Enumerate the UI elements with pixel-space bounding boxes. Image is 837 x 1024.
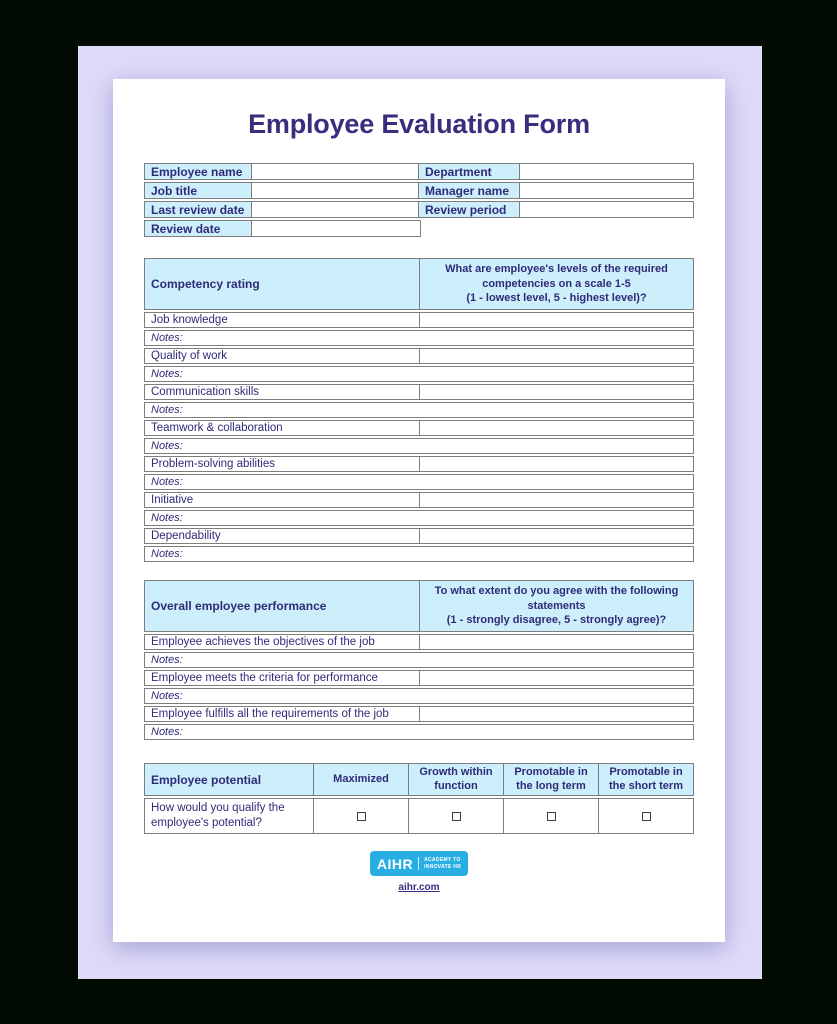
manager-name-field[interactable]	[519, 183, 693, 198]
page-title: Employee Evaluation Form	[248, 109, 590, 139]
competency-question-header: What are employee's levels of the required competencies on a scale 1-5 (1 - lowest level, 5 - highest level)?	[419, 259, 693, 309]
job-title-field[interactable]	[251, 183, 418, 198]
quality-of-work-rating-cell[interactable]	[419, 349, 693, 363]
checkbox-maximized-icon[interactable]	[357, 812, 366, 821]
checkbox-cell-promotable-long-term[interactable]	[503, 799, 598, 833]
info-row	[144, 163, 694, 180]
competency-row	[144, 312, 694, 328]
notes-label: Notes:	[151, 512, 183, 524]
employee-potential-table	[144, 763, 694, 834]
notes-label: Notes:	[151, 404, 183, 416]
achieves-objectives-rating-cell[interactable]	[419, 635, 693, 649]
performance-row	[144, 634, 694, 650]
potential-question: How would you qualify the employee's potential?	[151, 802, 285, 829]
logo-divider	[418, 857, 419, 870]
performance-table-title: Overall employee performance	[145, 581, 419, 631]
initiative-rating-cell[interactable]	[419, 493, 693, 507]
review-period-field[interactable]	[519, 202, 693, 217]
department-label: Department	[418, 164, 519, 179]
lavender-frame	[78, 46, 762, 979]
notes-row[interactable]	[144, 366, 694, 382]
competency-label: Communication skills	[151, 386, 260, 398]
department-field[interactable]	[519, 164, 693, 179]
competency-row	[144, 420, 694, 436]
checkbox-cell-maximized[interactable]	[313, 799, 408, 833]
competency-row	[144, 348, 694, 364]
review-period-label: Review period	[418, 202, 519, 217]
performance-header-row	[144, 580, 694, 632]
competency-rating-table	[144, 258, 694, 562]
notes-row[interactable]	[144, 510, 694, 526]
performance-statement: Employee achieves the objectives of the job	[151, 636, 375, 648]
last-review-date-label: Last review date	[145, 202, 251, 217]
checkbox-promotable-long-term-icon[interactable]	[547, 812, 556, 821]
dependability-rating-cell[interactable]	[419, 529, 693, 543]
competency-row	[144, 456, 694, 472]
notes-row[interactable]	[144, 688, 694, 704]
meets-criteria-rating-cell[interactable]	[419, 671, 693, 685]
employee-name-label: Employee name	[145, 164, 251, 179]
performance-row	[144, 670, 694, 686]
competency-label: Initiative	[151, 494, 194, 506]
aihr-logo-tagline: ACADEMY TO INNOVATE HR	[424, 857, 462, 870]
teamwork-collaboration-rating-cell[interactable]	[419, 421, 693, 435]
notes-row[interactable]	[144, 652, 694, 668]
competency-label: Dependability	[151, 530, 221, 542]
column-promotable-short-term: Promotable in the short term	[598, 764, 693, 795]
aihr-website-link[interactable]: aihr.com	[398, 882, 440, 893]
fulfills-requirements-rating-cell[interactable]	[419, 707, 693, 721]
competency-row	[144, 384, 694, 400]
employee-name-field[interactable]	[251, 164, 418, 179]
performance-statement: Employee meets the criteria for performance	[151, 672, 378, 684]
notes-label: Notes:	[151, 476, 183, 488]
notes-label: Notes:	[151, 368, 183, 380]
checkbox-promotable-short-term-icon[interactable]	[642, 812, 651, 821]
notes-row[interactable]	[144, 546, 694, 562]
notes-label: Notes:	[151, 690, 183, 702]
competency-label: Problem-solving abilities	[151, 458, 275, 470]
aihr-logo-text: AIHR	[376, 855, 414, 872]
last-review-date-field[interactable]	[251, 202, 418, 217]
notes-label: Notes:	[151, 548, 183, 560]
info-row	[144, 201, 694, 218]
page-footer	[113, 851, 725, 895]
notes-row[interactable]	[144, 474, 694, 490]
competency-row	[144, 492, 694, 508]
document-page	[113, 79, 725, 942]
potential-table-title: Employee potential	[145, 764, 313, 795]
notes-label: Notes:	[151, 726, 183, 738]
notes-label: Notes:	[151, 332, 183, 344]
checkbox-cell-growth-within-function[interactable]	[408, 799, 503, 833]
competency-label: Quality of work	[151, 350, 228, 362]
competency-table-title: Competency rating	[145, 259, 419, 309]
employee-info-table	[144, 163, 694, 237]
checkbox-cell-promotable-short-term[interactable]	[598, 799, 693, 833]
notes-row[interactable]	[144, 330, 694, 346]
review-date-field[interactable]	[251, 221, 420, 236]
notes-label: Notes:	[151, 440, 183, 452]
performance-statement: Employee fulfills all the requirements of the job	[151, 708, 389, 720]
column-promotable-long-term: Promotable in the long term	[503, 764, 598, 795]
potential-answer-row	[144, 798, 694, 834]
info-row	[144, 220, 421, 237]
problem-solving-rating-cell[interactable]	[419, 457, 693, 471]
overall-performance-table	[144, 580, 694, 740]
manager-name-label: Manager name	[418, 183, 519, 198]
column-growth-within-function: Growth within function	[408, 764, 503, 795]
job-knowledge-rating-cell[interactable]	[419, 313, 693, 327]
performance-question-header: To what extent do you agree with the following statements (1 - strongly disagree, 5 - strongly agree)?	[419, 581, 693, 631]
competency-row	[144, 528, 694, 544]
potential-header-row	[144, 763, 694, 796]
job-title-label: Job title	[145, 183, 251, 198]
competency-label: Job knowledge	[151, 314, 228, 326]
info-row	[144, 182, 694, 199]
aihr-logo	[370, 851, 468, 876]
notes-row[interactable]	[144, 438, 694, 454]
notes-row[interactable]	[144, 402, 694, 418]
communication-skills-rating-cell[interactable]	[419, 385, 693, 399]
notes-label: Notes:	[151, 654, 183, 666]
checkbox-growth-within-function-icon[interactable]	[452, 812, 461, 821]
notes-row[interactable]	[144, 724, 694, 740]
performance-row	[144, 706, 694, 722]
competency-label: Teamwork & collaboration	[151, 422, 283, 434]
column-maximized: Maximized	[313, 764, 408, 795]
competency-header-row	[144, 258, 694, 310]
review-date-label: Review date	[145, 221, 251, 236]
